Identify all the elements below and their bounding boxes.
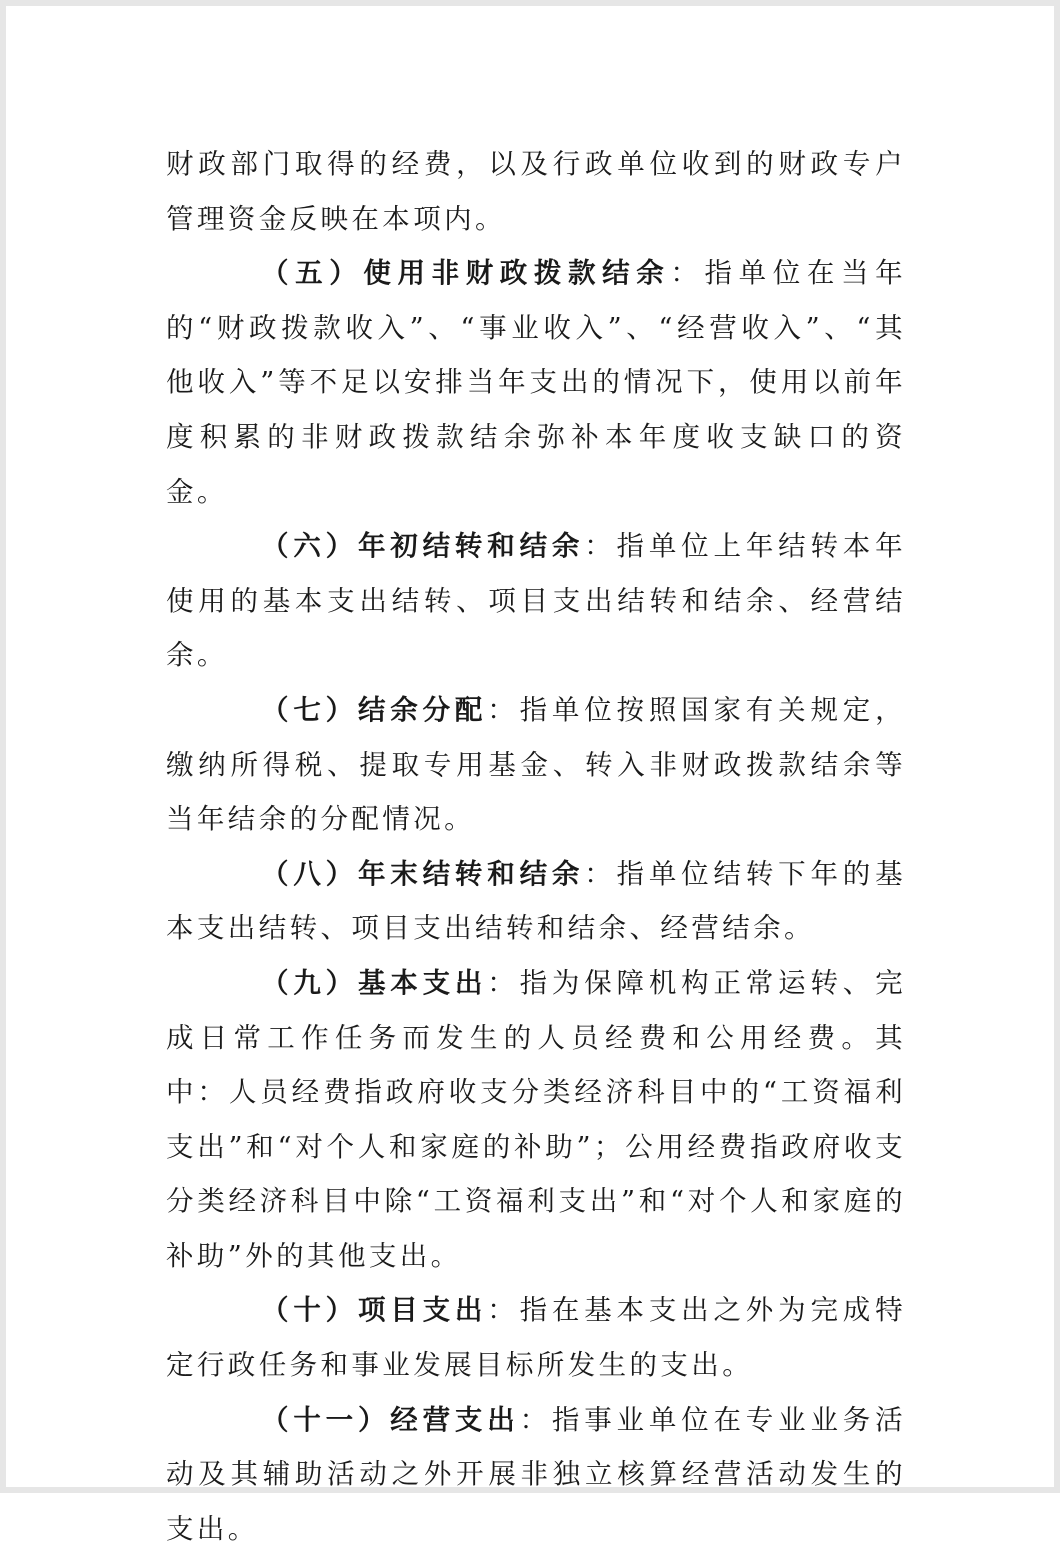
term-heading: （五）使用非财政拨款结余 bbox=[261, 257, 671, 290]
paragraph-item-9 bbox=[166, 956, 906, 1284]
paragraph-item-10 bbox=[166, 1283, 906, 1392]
paragraph-text: ：指事业单位在专业业务活动及其辅助活动之外开展非独立核算经营活动发生的支出。 bbox=[166, 1403, 906, 1545]
paragraph-text: ：指单位按照国家有关规定，缴纳所得税、提取专用基金、转入非财政拨款结余等当年结余的分配情况。 bbox=[166, 693, 906, 836]
paragraph-item-6 bbox=[166, 519, 906, 683]
paragraph-continuation bbox=[166, 137, 906, 246]
document-body bbox=[166, 137, 906, 1556]
paragraph-item-8 bbox=[166, 847, 906, 956]
paragraph-text: ：指在基本支出之外为完成特定行政任务和事业发展目标所发生的支出。 bbox=[166, 1294, 906, 1382]
term-heading: （七）结余分配 bbox=[261, 693, 488, 726]
paragraph-item-7 bbox=[166, 683, 906, 847]
term-heading: （六）年初结转和结余 bbox=[261, 530, 585, 563]
paragraph-item-5 bbox=[166, 246, 906, 519]
paragraph-text: 财政部门取得的经费，以及行政单位收到的财政专户管理资金反映在本项内。 bbox=[166, 148, 906, 235]
paragraph-text: ：指单位结转下年的基本支出结转、项目支出结转和结余、经营结余。 bbox=[166, 857, 907, 945]
term-heading: （九）基本支出 bbox=[261, 966, 488, 999]
term-heading: （十一）经营支出 bbox=[261, 1403, 520, 1436]
paragraph-text: ：指为保障机构正常运转、完成日常工作任务而发生的人员经费和公用经费。其中：人员经费指政府收支分类经济科目中的“工资福利支出”和“对个人和家庭的补助”；公用经费指政府收支分类经济科目中除“工资福利支出”和“对个人和家庭的补助”外的其他支出。 bbox=[166, 966, 906, 1272]
paragraph-item-11 bbox=[166, 1393, 906, 1556]
term-heading: （八）年末结转和结余 bbox=[261, 857, 585, 890]
paragraph-text: ：指单位上年结转本年使用的基本支出结转、项目支出结转和结余、经营结余。 bbox=[166, 530, 907, 672]
term-heading: （十）项目支出 bbox=[261, 1294, 488, 1327]
paragraph-text: ：指单位在当年的“财政拨款收入”、“事业收入”、“经营收入”、“其他收入”等不足以安排当年支出的情况下，使用以前年度积累的非财政拨款结余弥补本年度收支缺口的资金。 bbox=[166, 257, 906, 508]
